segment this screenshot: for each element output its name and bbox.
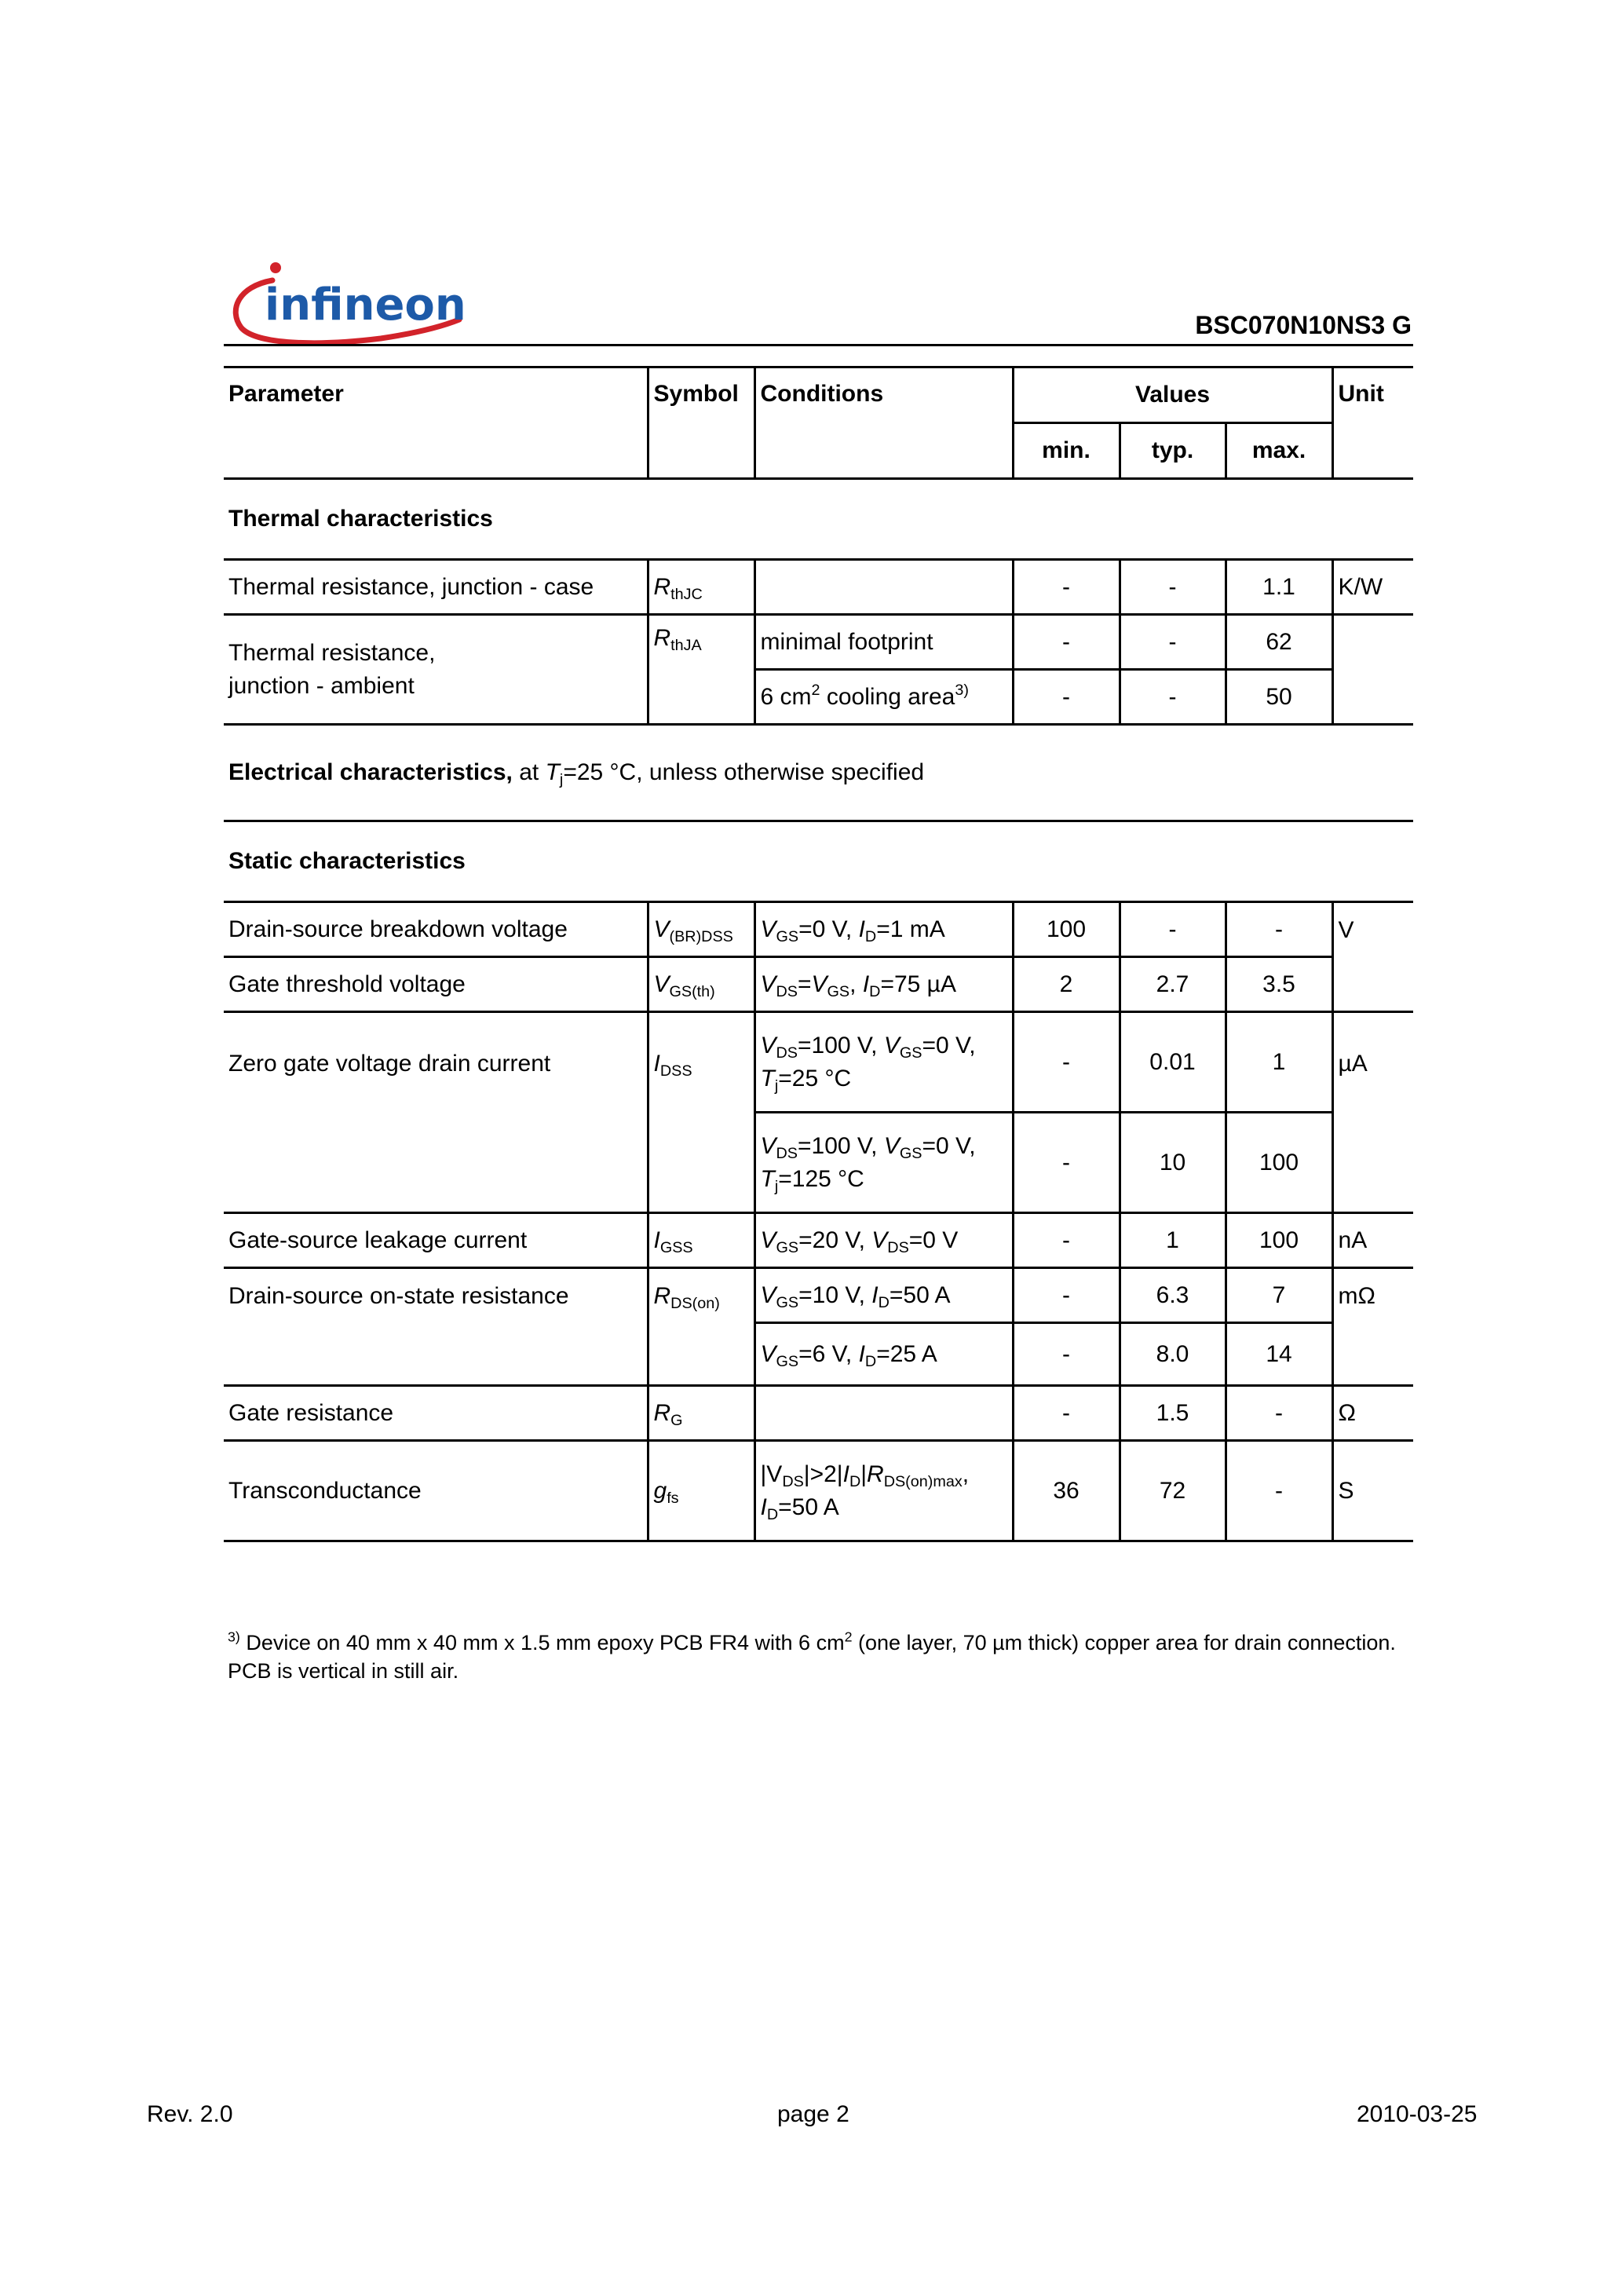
infineon-logo-graphic xyxy=(224,255,467,349)
min-cell: 36 xyxy=(1013,1441,1120,1541)
typ-cell: 1 xyxy=(1120,1213,1226,1268)
max-cell: 62 xyxy=(1226,615,1332,670)
min-cell: 100 xyxy=(1013,902,1120,957)
characteristics-table xyxy=(224,366,1413,1542)
min-cell: 2 xyxy=(1013,957,1120,1012)
condition-cell xyxy=(754,560,1013,615)
max-cell: 50 xyxy=(1226,670,1332,725)
symbol-cell: $R_{DS(on)}$ xyxy=(648,1268,754,1386)
typ-cell: 72 xyxy=(1120,1441,1226,1541)
electrical-section-title: Electrical characteristics, at $T_j=25$ °C, unless otherwise specified xyxy=(224,725,1413,821)
param-cell: Drain-source on-state resistance xyxy=(224,1268,648,1386)
min-cell: - xyxy=(1013,670,1120,725)
typ-cell: - xyxy=(1120,902,1226,957)
table-row xyxy=(224,957,1413,1012)
param-cell: Gate threshold voltage xyxy=(224,957,648,1012)
condition-cell: 6 $cm^2$ cooling area$^{3)}$ xyxy=(754,670,1013,725)
max-cell: 1 xyxy=(1226,1012,1332,1113)
param-cell: Thermal resistance, junction - ambient xyxy=(224,615,648,725)
condition-cell: $V_{GS}=0$ V, $I_D=1$ mA xyxy=(754,902,1013,957)
min-cell: - xyxy=(1013,1213,1120,1268)
max-cell: - xyxy=(1226,1386,1332,1441)
table-row xyxy=(224,560,1413,615)
infineon-logo xyxy=(224,255,467,349)
symbol-cell: $R_{thJA}$ xyxy=(648,615,754,725)
typ-cell: 1.5 xyxy=(1120,1386,1226,1441)
unit-cell: S xyxy=(1332,1441,1413,1541)
part-number: BSC070N10NS3 G xyxy=(1195,311,1412,339)
unit-cell: mΩ xyxy=(1332,1268,1413,1386)
symbol-cell: $R_{thJC}$ xyxy=(648,560,754,615)
symbol-cell: $I_{GSS}$ xyxy=(648,1213,754,1268)
section-row xyxy=(224,725,1413,821)
table-header-row xyxy=(224,367,1413,423)
condition-cell xyxy=(754,1386,1013,1441)
section-row xyxy=(224,821,1413,902)
table-row xyxy=(224,902,1413,957)
symbol-cell: $I_{DSS}$ xyxy=(648,1012,754,1213)
condition-cell: $V_{GS}=10$ V, $I_D=50$ A xyxy=(754,1268,1013,1323)
param-cell: Gate resistance xyxy=(224,1386,648,1441)
param-cell: Thermal resistance, junction - case xyxy=(224,560,648,615)
header-min: min. xyxy=(1013,423,1120,479)
max-cell: 1.1 xyxy=(1226,560,1332,615)
param-cell: Transconductance xyxy=(224,1441,648,1541)
typ-cell: 8.0 xyxy=(1120,1323,1226,1386)
header-conditions: Conditions xyxy=(754,367,1013,479)
table-row xyxy=(224,615,1413,670)
footnote-ref: 3) xyxy=(228,1629,240,1645)
condition-cell: minimal footprint xyxy=(754,615,1013,670)
max-cell: 7 xyxy=(1226,1268,1332,1323)
header-unit: Unit xyxy=(1332,367,1413,479)
table-row xyxy=(224,1012,1413,1113)
min-cell: - xyxy=(1013,1386,1120,1441)
min-cell: - xyxy=(1013,1012,1120,1113)
max-cell: - xyxy=(1226,1441,1332,1541)
symbol-cell: $g_{fs}$ xyxy=(648,1441,754,1541)
max-cell: - xyxy=(1226,902,1332,957)
table-row xyxy=(224,1268,1413,1323)
unit-cell: V xyxy=(1332,902,1413,1012)
unit-cell: µA xyxy=(1332,1012,1413,1213)
thermal-section-title: Thermal characteristics xyxy=(224,479,1413,560)
max-cell: 14 xyxy=(1226,1323,1332,1386)
symbol-cell: $V_{GS(th)}$ xyxy=(648,957,754,1012)
typ-cell: 2.7 xyxy=(1120,957,1226,1012)
header-symbol: Symbol xyxy=(648,367,754,479)
table-row xyxy=(224,1441,1413,1541)
condition-cell: $V_{GS}=20$ V, $V_{DS}=0$ V xyxy=(754,1213,1013,1268)
section-row xyxy=(224,479,1413,560)
typ-cell: - xyxy=(1120,670,1226,725)
unit-cell xyxy=(1332,615,1413,725)
header-rule xyxy=(224,344,1413,346)
symbol-cell: $V_{(BR)DSS}$ xyxy=(648,902,754,957)
typ-cell: 10 xyxy=(1120,1113,1226,1213)
unit-cell: K/W xyxy=(1332,560,1413,615)
param-cell: Zero gate voltage drain current xyxy=(224,1012,648,1213)
footer-page: page 2 xyxy=(777,2101,849,2127)
condition-cell: $V_{DS}=V_{GS}$, $I_D=75$ µA xyxy=(754,957,1013,1012)
static-section-title: Static characteristics xyxy=(228,848,466,874)
param-cell: Gate-source leakage current xyxy=(224,1213,648,1268)
typ-cell: - xyxy=(1120,615,1226,670)
min-cell: - xyxy=(1013,1268,1120,1323)
logo-wordmark: infineon xyxy=(265,280,466,331)
min-cell: - xyxy=(1013,1113,1120,1213)
table-row xyxy=(224,1213,1413,1268)
header-typ: typ. xyxy=(1120,423,1226,479)
condition-cell: $V_{DS}=100$ V, $V_{GS}=0$ V, $T_j=125$ °C xyxy=(754,1113,1013,1213)
unit-cell: nA xyxy=(1332,1213,1413,1268)
footnote: $^{3)}$ Device on 40 mm x 40 mm x 1.5 mm epoxy PCB FR4 with 6 $cm^2$ (one layer, 70 µm thick) copper area for drain connection. PCB is vertical in still air. xyxy=(228,1629,1396,1684)
min-cell: - xyxy=(1013,615,1120,670)
max-cell: 3.5 xyxy=(1226,957,1332,1012)
param-cell: Drain-source breakdown voltage xyxy=(224,902,648,957)
typ-cell: - xyxy=(1120,560,1226,615)
unit-cell: Ω xyxy=(1332,1386,1413,1441)
footer-date: 2010-03-25 xyxy=(1357,2101,1478,2127)
condition-cell: $|V_{DS}|>2|I_D|R_{DS(on)max}$, $I_D=50$ A xyxy=(754,1441,1013,1541)
typ-cell: 6.3 xyxy=(1120,1268,1226,1323)
header-parameter: Parameter xyxy=(224,367,648,479)
header-values: Values xyxy=(1013,367,1332,423)
table-row xyxy=(224,1386,1413,1441)
footer-revision: Rev. 2.0 xyxy=(147,2101,233,2127)
max-cell: 100 xyxy=(1226,1113,1332,1213)
header-max: max. xyxy=(1226,423,1332,479)
condition-cell: $V_{GS}=6$ V, $I_D=25$ A xyxy=(754,1323,1013,1386)
max-cell: 100 xyxy=(1226,1213,1332,1268)
typ-cell: 0.01 xyxy=(1120,1012,1226,1113)
min-cell: - xyxy=(1013,560,1120,615)
symbol-cell: $R_G$ xyxy=(648,1386,754,1441)
condition-cell: $V_{DS}=100$ V, $V_{GS}=0$ V, $T_j=25$ °C xyxy=(754,1012,1013,1113)
min-cell: - xyxy=(1013,1323,1120,1386)
